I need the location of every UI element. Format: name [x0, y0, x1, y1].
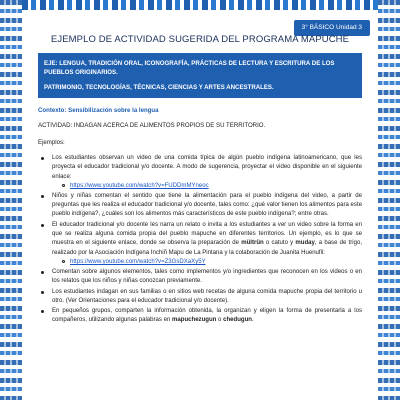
eje-line-1: EJE: LENGUA, TRADICIÓN ORAL, ICONOGRAFÍA, PRÁCTICAS DE LECTURA Y ESCRITURA DE LOS PUEBLOS ORIGINARIOS. [44, 60, 335, 76]
item-text: Los estudiantes indagan en sus familias o en sitios web recetas de alguna comida mapuche propia del territorio u otro. (Ver Orientaciones para el educador tradicional y/o docente). [52, 288, 362, 304]
item-text: Comentan sobre algunos elementos, tales como implementos y/o ingredientes que reconocen en los videos o en los relatos que los niños y niñas conozcan previamente. [52, 268, 362, 285]
item-text: El educador tradicional y/o docente les narra un relato o invita a los estudiantes a ver un video sobre la forma en que se realiza alguna comida propia del pueblo mapuche en diferentes territorios. Un ejemplo, es lo que se muestra en el siguiente enlace, donde se observa la preparación de [52, 221, 362, 247]
list-item [38, 268, 362, 287]
grade-badge: 3° BÁSICO Unidad 3 [294, 20, 370, 36]
decorative-border-right [378, 0, 400, 400]
term-muday: muday [295, 240, 315, 247]
video-link-2[interactable]: https://www.youtube.com/watch?v=Z3GsDXaXy5Y [70, 258, 206, 265]
list-item [38, 288, 362, 307]
item-text: o catuto y [263, 240, 296, 247]
context-heading: Contexto: Sensibilización sobre la lengua [38, 107, 159, 114]
item-text: . [252, 317, 254, 324]
list-item [38, 192, 362, 220]
video-link-row [52, 182, 362, 191]
activity-heading: ACTIVIDAD: INDAGAN ACERCA DE ALIMENTOS PROPIOS DE SU TERRITORIO. [38, 122, 266, 129]
item-text: Los estudiantes observan un video de una comida típica de algún pueblo indígena latinoamericano, que les proyecta el educador tradicional y/o docente. A modo de sugerencia, proyectar el video disponible en el siguiente enlace: [52, 155, 362, 180]
document-body [38, 34, 362, 400]
term-multrun: mültrün [241, 240, 264, 247]
list-item [38, 221, 362, 267]
examples-list [38, 154, 362, 326]
term-chedugun: chedugun [223, 317, 252, 324]
term-mapuchezugun: mapuchezugun [172, 317, 217, 324]
eje-line-2: PATRIMONIO, TECNOLOGÍAS, TÉCNICAS, CIENCIAS Y ARTES ANCESTRALES. [44, 84, 274, 91]
item-text: o [216, 317, 224, 324]
video-link-1[interactable]: https://www.youtube.com/watch?v=FUDDmMYneoc [70, 182, 209, 189]
decorative-border-top [22, 0, 378, 10]
item-text: Niños y niñas comentan el sentido que tiene la alimentación para el pueblo indígena del video, a partir de preguntas que les realiza el educador tradicional y/o docente, tales como: ¿qué valor tienen los alimentos para este pueblo indígena?, ¿cuáles son los alimentos más característicos de este pueblo indígena?; entre otras. [52, 192, 362, 218]
examples-label: Ejemplos: [38, 139, 65, 146]
item-text: En pequeños grupos, comparten la información obtenida, la organizan y eligen la forma de presentarla a los compañeros, utilizando algunas palabras en [52, 308, 362, 324]
decorative-border-left [0, 0, 22, 400]
video-link-row [52, 258, 362, 267]
page-title: EJEMPLO DE ACTIVIDAD SUGERIDA DEL PROGRAMA MAPUCHE [50, 34, 350, 45]
list-item [38, 154, 362, 191]
item-text: , a base de trigo, realizado por la Asociación Indígena Inchiñ Mapu de La Pintana y la colaboración de Juanita Huenufil: [52, 240, 362, 256]
eje-box [38, 53, 362, 98]
list-item [38, 307, 362, 326]
